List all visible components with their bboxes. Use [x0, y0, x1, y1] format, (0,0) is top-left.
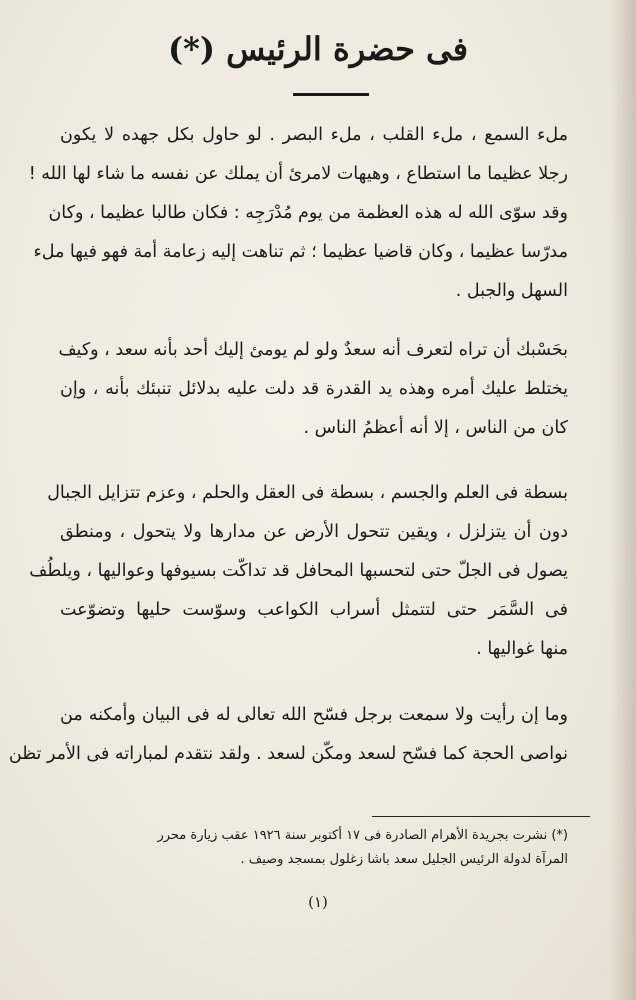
paragraph-1-line-1: ملء السمع ، ملء القلب ، ملء البصر . لو حاول بكل جهده لا يكون [60, 125, 568, 145]
paragraph-3-line-2: دون أن يتزلزل ، ويقين تتحول الأرض عن مدارها ولا يتحول ، ومنطق [60, 522, 568, 542]
footnote-separator [372, 816, 590, 817]
paragraph-1-line-3: وقد سوّى الله له هذه العظمة من يوم مُدْرَجِه : فكان طالبا عظيما ، وكان [48, 203, 568, 223]
page-spine-shadow [610, 0, 636, 1000]
page-number: (١) [308, 893, 328, 911]
paragraph-3-line-5: منها غواليها . [476, 639, 568, 659]
paragraph-2-line-3: كان من الناس ، إلا أنه أعظمُ الناس . [303, 418, 568, 438]
paragraph-2-line-1: بحَسْبك أن تراه لتعرف أنه سعدٌ ولو لم يومئ إليك أحد بأنه سعد ، وكيف [58, 340, 568, 360]
paragraph-4-line-2: نواصى الحجة كما فسّح لسعد ومكّن لسعد . ولقد نتقدم لمباراته فى الأمر تظن [8, 744, 568, 764]
chapter-title: فى حضرة الرئيس (*) [167, 30, 468, 68]
paragraph-3-line-1: بسطة فى العلم والجسم ، بسطة فى العقل والحلم ، وعزم تتزايل الجبال [47, 483, 568, 503]
title-underline [293, 93, 369, 96]
paragraph-1-line-4: مدرّسا عظيما ، وكان قاضيا عظيما ؛ ثم تناهت إليه زعامة أمة فهو فيها ملء [33, 242, 568, 262]
paragraph-3-line-4: فى السَّمَر حتى لتتمثل أسراب الكواعب وسوّست حليها وتضوّعت [60, 600, 568, 620]
paragraph-2-line-2: يختلط عليك أمره وهذه يد القدرة قد دلت عليه بدلائل تنبئك بأنه ، وإن [60, 379, 568, 399]
paragraph-4-line-1: وما إن رأيت ولا سمعت برجل فسّح الله تعالى له فى البيان وأمكنه من [60, 705, 568, 725]
paragraph-1-line-5: السهل والجبل . [455, 281, 568, 301]
footnote-line-2: المرآة لدولة الرئيس الجليل سعد باشا زغلول بمسجد وصيف . [240, 852, 568, 867]
footnote-line-1: (*) نشرت بجريدة الأهرام الصادرة فى ١٧ أكتوبر سنة ١٩٢٦ عقب زيارة محرر [157, 828, 568, 843]
paragraph-1-line-2: رجلا عظيما ما استطاع ، وهيهات لامرئ أن يملك عن نفسه ما شاء لها الله ! [28, 164, 568, 184]
paragraph-3-line-3: يصول فى الجلّ حتى لتحسبها المحافل قد تداكّت بسيوفها وعواليها ، ويلطُف [29, 561, 568, 581]
